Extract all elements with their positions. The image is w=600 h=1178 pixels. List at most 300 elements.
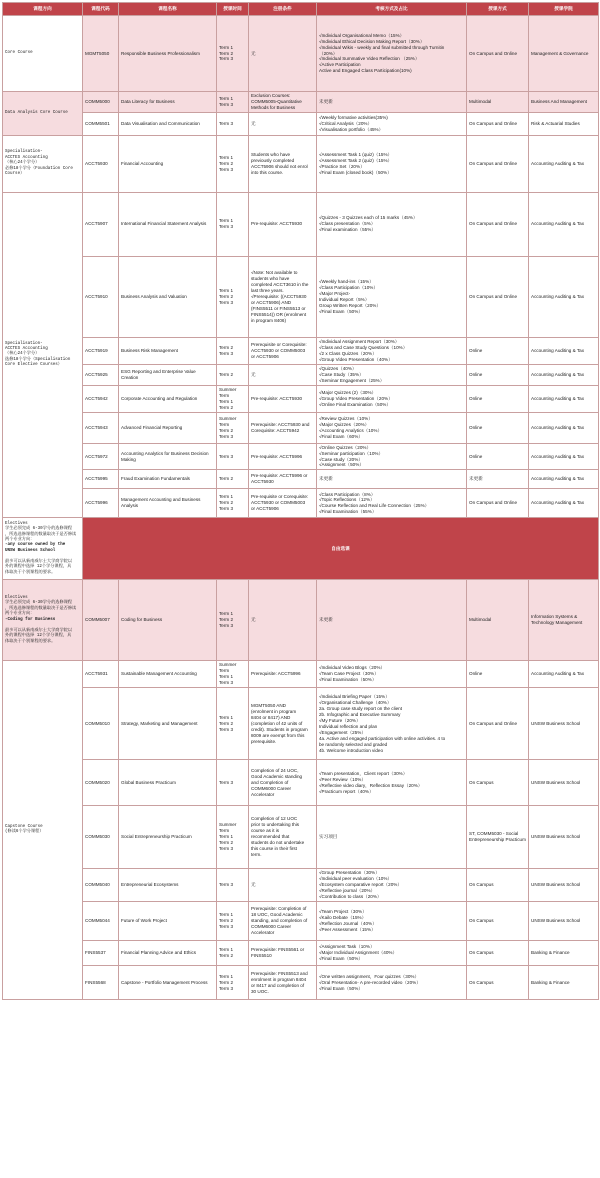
course-assessment-line: √Quizzes - 3 Quizzes each of 15 marks（45%） — [319, 215, 418, 221]
course-condition-line: 30 UOC. — [251, 988, 269, 994]
direction-elective-coding-line: 两个专业方向： — [5, 612, 35, 617]
course-name: Capstone - Portfolio Management Process — [119, 966, 217, 1000]
course-term-line: Term 3 — [219, 623, 234, 629]
course-condition-line: or ACCT5906 — [251, 353, 279, 359]
course-condition-line: 无 — [251, 50, 256, 56]
course-code: COMM5044 — [83, 902, 119, 941]
course-condition-line: or 8417 and completion of — [251, 982, 305, 988]
course-assessment-line: √Class and Case Study Questions（10%） — [319, 344, 408, 350]
table-row — [3, 192, 599, 256]
course-term-line: Term 2 — [219, 404, 234, 410]
course-code: COMM5020 — [83, 760, 119, 806]
course-condition-line: Pre-requisite or Corequisite: — [251, 494, 309, 500]
course-assessment-line: √Individual Ethical Decision Making Report（30%） — [319, 38, 425, 44]
course-assessment — [317, 385, 467, 412]
course-name: International Financial Statement Analysis — [119, 192, 217, 256]
course-term-line: Term 2 — [219, 476, 234, 482]
table-row — [3, 470, 599, 489]
course-school: Accounting Auditing & Tax — [529, 135, 599, 192]
course-term-line: Term 3 — [219, 453, 234, 459]
course-condition-line: Prerequisite: FINS5513 and — [251, 970, 308, 976]
course-term-line: Term 1 — [219, 494, 234, 500]
course-condition-line: (FINS5511 or FINS5513 or — [251, 305, 306, 311]
course-assessment-line: √Assessment Task 1 (quiz)（15%） — [319, 151, 393, 157]
course-condition-line: COMM6000 Career — [251, 924, 292, 930]
course-assessment-line: √My Future（20%） — [319, 717, 361, 723]
course-term — [217, 364, 249, 385]
course-assessment-line: √Practicum report（40%） — [319, 788, 374, 794]
course-assessment-line: √Class presentation（5%） — [319, 221, 376, 227]
course-term-line: Term 3 — [219, 924, 234, 930]
direction-elective-any-line: 外的课程中选择 12个学分课程，具 — [5, 565, 72, 570]
course-condition-line: completed ACCT3610 in the — [251, 281, 309, 287]
course-name: Strategy, Marketing and Management — [119, 688, 217, 760]
course-condition-line: and Completion of — [251, 779, 289, 785]
course-term — [217, 112, 249, 135]
course-code: COMM5030 — [83, 806, 119, 869]
table-row — [3, 412, 599, 443]
course-term-line: Term 1 — [219, 611, 234, 617]
course-condition — [249, 443, 317, 470]
table-row — [3, 580, 599, 661]
course-name: Financial Accounting — [119, 135, 217, 192]
course-term-line: Summer Term — [219, 822, 237, 834]
course-table-container — [2, 2, 598, 1176]
course-school: Accounting Auditing & Tax — [529, 412, 599, 443]
course-term-line: Term 2 — [219, 500, 234, 506]
direction-elective-any-line: 最多可以从新南威尔士大学商学院以 — [5, 559, 73, 564]
course-assessment-line: √Team Project（30%） — [319, 909, 367, 915]
course-assessment-line: √Final Exam（50%） — [319, 985, 363, 991]
course-condition — [249, 580, 317, 661]
direction-elective-any-line: -any course owned by the — [5, 543, 66, 548]
course-assessment-line: √Team presentation，Client report（30%） — [319, 770, 408, 776]
course-school: Information Systems & Technology Management — [529, 580, 599, 661]
course-assessment — [317, 661, 467, 688]
table-row — [3, 869, 599, 902]
course-condition-line: 无 — [251, 617, 256, 623]
course-condition — [249, 385, 317, 412]
course-assessment-line: √Ecosystem comparative report（20%） — [319, 882, 402, 888]
course-assessment-line: √Class Participation（8%） — [319, 491, 376, 497]
table-row — [3, 661, 599, 688]
course-code: ACCT5925 — [83, 364, 119, 385]
course-condition-line: Pre-requisite: ACCT5996 or — [251, 473, 308, 479]
course-condition-line: students do not undertake — [251, 840, 305, 846]
course-assessment-line: √Individual Assignment Report（30%） — [319, 338, 400, 344]
course-assessment-line: Active and Engaged Class Participation(10%) — [319, 68, 412, 74]
direction-elective-any-line: ，所选选修课程的数量取决于是否修读 — [5, 532, 77, 537]
course-name: Advanced Financial Reporting — [119, 412, 217, 443]
course-condition-line: MGMT5050 AND — [251, 702, 286, 708]
course-assessment-line: 2b. Infographic and Executive Summary — [319, 711, 401, 717]
course-assessment-line: √Team Case Project（30%） — [319, 671, 379, 677]
course-school: UNSW Business School — [529, 902, 599, 941]
course-condition — [249, 688, 317, 760]
table-row — [3, 489, 599, 518]
course-school: Accounting Auditing & Tax — [529, 385, 599, 412]
course-assessment-line: √Practice Set（20%） — [319, 163, 365, 169]
course-term-line: Term 3 — [219, 101, 234, 107]
course-assessment — [317, 16, 467, 92]
course-mode: On Campus — [467, 760, 529, 806]
course-condition-line: FINS5514)) OR (enrolment — [251, 311, 307, 317]
direction-capstone — [3, 661, 83, 1000]
table-row — [3, 364, 599, 385]
free-elective-banner: 自由选课 — [83, 518, 599, 580]
course-mode: On Campus — [467, 902, 529, 941]
course-code: ACCT5930 — [83, 135, 119, 192]
course-condition — [249, 16, 317, 92]
course-school: UNSW Business School — [529, 869, 599, 902]
course-assessment-line: Individual reflection and plan — [319, 723, 378, 729]
course-mode: Online — [467, 364, 529, 385]
course-assessment-line: √Assignment Task（10%） — [319, 944, 375, 950]
course-assessment — [317, 135, 467, 192]
course-term-line: Term 1 — [219, 973, 234, 979]
course-assessment-line: √Individual Organisational Memo（15%） — [319, 32, 405, 38]
course-condition — [249, 806, 317, 869]
course-condition-line: Completion of 24 UOC, — [251, 767, 299, 773]
course-assessment-line: √Contribution to class（20%） — [319, 894, 382, 900]
course-term-line: Term 1 — [219, 95, 234, 101]
course-term — [217, 135, 249, 192]
course-school: Management & Governance — [529, 16, 599, 92]
table-row — [3, 256, 599, 337]
course-school: Business And Management — [529, 92, 599, 113]
direction-elective-coding-line: ，所选选修课程的数量取决于是否修读 — [5, 606, 77, 611]
course-code: COMM5040 — [83, 869, 119, 902]
course-school: UNSW Business School — [529, 760, 599, 806]
course-term-line: Term 3 — [219, 350, 234, 356]
course-condition-line: Prerequisite: FINS5561 or — [251, 947, 305, 953]
course-condition-line: COMM6000 Career — [251, 785, 292, 791]
course-table-body — [3, 16, 599, 1000]
course-assessment-line: √Reflection Journal（40%） — [319, 921, 377, 927]
course-assessment-line: √Case Study（35%） — [319, 371, 364, 377]
direction-data-analysis-line: Data Analysis Core Course — [5, 110, 68, 115]
course-condition-line: Exclusion Courses: — [251, 93, 291, 98]
course-condition-line: Pre-requisite: ACCT5930 — [251, 395, 303, 401]
course-condition-line: 8009 are exempt from this — [251, 732, 305, 738]
course-condition — [249, 661, 317, 688]
course-term — [217, 16, 249, 92]
course-mode: Multimodal — [467, 580, 529, 661]
course-term-line: Term 1 — [219, 218, 234, 224]
direction-spec-core-line: Course） — [5, 172, 25, 177]
course-condition — [249, 92, 317, 113]
course-term-line: Term 2 — [219, 344, 234, 350]
course-assessment-line: √Major Individual Assignment（40%） — [319, 950, 398, 956]
course-condition — [249, 412, 317, 443]
course-condition-line: √Note: Not available to — [251, 270, 298, 276]
course-assessment-line: 实习项目 — [319, 834, 338, 840]
course-assessment-line: √Online Quizzes（20%） — [319, 444, 372, 450]
course-code: COMM5010 — [83, 688, 119, 760]
course-assessment-line: √Quizzes（40%） — [319, 365, 357, 371]
course-name: ESG Reporting and Enterprise Value Creation — [119, 364, 217, 385]
course-term — [217, 902, 249, 941]
course-name: Future of Work Project — [119, 902, 217, 941]
course-term — [217, 385, 249, 412]
direction-spec-elective-line: Specialisation- — [5, 341, 43, 346]
course-condition-line: Accelerator — [251, 930, 275, 936]
course-assessment-line: √Weekly hand-ins（15%） — [319, 279, 374, 284]
course-condition-line: recommended that — [251, 834, 290, 840]
course-condition — [249, 192, 317, 256]
direction-spec-elective-line: Core Elective Courses） — [5, 363, 62, 368]
course-assessment — [317, 337, 467, 364]
course-condition — [249, 902, 317, 941]
course-code: MGMT5050 — [83, 16, 119, 92]
course-assessment-line: √Critical Analysis（20%） — [319, 120, 373, 126]
course-term-line: Term 3 — [219, 120, 234, 126]
course-condition-line: or ACCT5906) AND — [251, 299, 292, 305]
course-assessment-line: √Reflective video diary，Reflection Essay（20%） — [319, 782, 423, 788]
course-condition-line: √Prerequisite: ((ACCT5930 — [251, 293, 307, 299]
course-term — [217, 489, 249, 518]
course-condition-line: standing, and completion of — [251, 918, 308, 924]
course-assessment-line: （20%） — [319, 50, 338, 56]
course-term-line: Term 2 — [219, 918, 234, 924]
course-assessment — [317, 966, 467, 1000]
course-school: Accounting Auditing & Tax — [529, 661, 599, 688]
course-code: ACCT5972 — [83, 443, 119, 470]
course-assessment-line: √Accounting Analytics（10%） — [319, 427, 383, 433]
course-school: Accounting Auditing & Tax — [529, 443, 599, 470]
course-condition — [249, 760, 317, 806]
course-condition-line: (completion of 42 units of — [251, 720, 303, 726]
table-row — [3, 337, 599, 364]
course-school: Accounting Auditing & Tax — [529, 470, 599, 489]
course-assessment-line: √Individual Briefing Paper（15%） — [319, 693, 390, 699]
direction-spec-core-line: 必修18个学分（Foundation Core — [5, 166, 73, 171]
course-condition-line: Good Academic standing — [251, 773, 303, 779]
course-condition — [249, 470, 317, 489]
direction-core — [3, 16, 83, 92]
course-condition-line: enrolment in program 8404 — [251, 976, 307, 982]
direction-elective-coding-line: Electives — [5, 595, 28, 600]
course-term-line: Term 3 — [219, 726, 234, 732]
course-condition-line: Prerequisite or Corequisite: — [251, 341, 307, 347]
course-assessment-line: √Group Presentation（30%） — [319, 870, 380, 876]
course-name: Accounting Analytics for Business Decision Making — [119, 443, 217, 470]
course-assessment — [317, 470, 467, 489]
course-condition-line: ACCT5906 should not enrol — [251, 163, 308, 169]
course-mode: On Campus and Online — [467, 135, 529, 192]
course-mode: On Campus and Online — [467, 256, 529, 337]
course-condition-line: COMM5005-Quantitative — [251, 98, 302, 104]
course-assessment-line: √Visualisation portfolio（45%） — [319, 126, 384, 132]
course-condition-line: Prerequisite: ACCT5930 and — [251, 421, 310, 427]
course-condition — [249, 364, 317, 385]
direction-spec-elective — [3, 192, 83, 518]
course-condition-line: Pre-requisite: ACCT5930 — [251, 221, 303, 227]
course-term — [217, 192, 249, 256]
table-row — [3, 902, 599, 941]
course-assessment-line: √Active Participation — [319, 62, 361, 68]
course-term-line: Term 3 — [219, 166, 234, 172]
course-condition — [249, 966, 317, 1000]
course-term-line: Summer Term — [219, 386, 237, 398]
header-mode: 授课方式 — [467, 3, 529, 16]
direction-elective-coding-line: -Coding for Business — [5, 617, 56, 622]
header-direction: 课程方向 — [3, 3, 83, 16]
course-mode: Online — [467, 412, 529, 443]
course-assessment-line: √Review Quizzes（10%） — [319, 415, 373, 421]
course-term-line: Term 1 — [219, 674, 234, 680]
course-assessment-line: √Seminar Engagement（25%） — [319, 377, 385, 383]
course-condition-line: this course in their first — [251, 846, 297, 852]
course-assessment-line: √Oral Presentation- A pre-recorded video（20%） — [319, 979, 421, 985]
course-code: COMM5007 — [83, 580, 119, 661]
course-school: UNSW Business School — [529, 688, 599, 760]
course-assessment-line: 2a. Group case study report on the client — [319, 705, 402, 711]
course-name: Global Business Practicum — [119, 760, 217, 806]
course-name: Responsible Business Professionalism — [119, 16, 217, 92]
table-row — [3, 112, 599, 135]
course-mode: On Campus and Online — [467, 489, 529, 518]
course-term-line: Term 2 — [219, 953, 234, 959]
course-name: Data Literacy for Business — [119, 92, 217, 113]
direction-elective-coding-line: 外的课程中选择 12个学分课程，具 — [5, 634, 72, 639]
course-name: Entrepreneurial Ecosystems — [119, 869, 217, 902]
course-assessment-line: √Seminar participation（10%） — [319, 450, 384, 456]
course-assessment-line: √Individual Summative Video Reflection （25%） — [319, 56, 420, 62]
course-code: FINS5568 — [83, 966, 119, 1000]
course-assessment-line: √Organisational Challenge（40%） — [319, 699, 392, 705]
course-term — [217, 966, 249, 1000]
course-assessment-line: √Individual Wikis - weekly and final submitted through Turnitin — [319, 44, 445, 50]
course-term-line: Term 1 — [219, 714, 234, 720]
header-school: 授课学院 — [529, 3, 599, 16]
course-term-line: Term 3 — [219, 433, 234, 439]
course-assessment-line: √Assignment（50%） — [319, 462, 364, 468]
course-mode: On Campus — [467, 869, 529, 902]
course-assessment — [317, 902, 467, 941]
course-condition-line: 8404 or 8417) AND — [251, 714, 291, 720]
header-condition: 注册条件 — [249, 3, 317, 16]
course-mode: Online — [467, 337, 529, 364]
course-condition-line: Prerequisite: Completion of — [251, 906, 307, 912]
course-term — [217, 92, 249, 113]
course-term-line: Term 3 — [219, 506, 234, 512]
course-mode: 未更新 — [467, 470, 529, 489]
course-condition-line: or ACCT5906 — [251, 506, 279, 512]
course-condition-line: prerequisite. — [251, 738, 277, 744]
direction-spec-elective-line: （核心24个学分） — [5, 352, 40, 357]
direction-elective-any — [3, 518, 83, 580]
course-code: FINS5537 — [83, 941, 119, 966]
direction-elective-any-line: Electives — [5, 521, 28, 526]
course-condition-line: ACCT5930 — [251, 479, 274, 485]
course-code: COMM5501 — [83, 112, 119, 135]
course-assessment — [317, 489, 467, 518]
course-term-line: Term 1 — [219, 44, 234, 50]
header-assessment: 考核方式及占比 — [317, 3, 467, 16]
course-term — [217, 869, 249, 902]
direction-spec-core-line: ACCTES Accounting — [5, 155, 48, 160]
course-assessment-line: √One written assignment，Four quizzes（30%） — [319, 973, 420, 979]
course-term-line: Term 3 — [219, 56, 234, 62]
course-condition — [249, 489, 317, 518]
course-school: Accounting Auditing & Tax — [529, 364, 599, 385]
course-term-line: Term 1 — [219, 398, 234, 404]
table-row — [3, 941, 599, 966]
course-assessment-line: √Final Exam（50%） — [319, 308, 363, 314]
course-name: Financial Planning Advice and Ethics — [119, 941, 217, 966]
direction-elective-coding-line: 体取决于个别课程的要求。 — [5, 639, 56, 644]
direction-elective-any-line: 学生必须完成 6-30学分的选修课程 — [5, 527, 73, 532]
course-condition — [249, 941, 317, 966]
course-name: Sustainable Management Accounting — [119, 661, 217, 688]
course-assessment-line: √Course Reflection and Real Life Connection（25%） — [319, 503, 430, 509]
course-condition — [249, 135, 317, 192]
course-condition-line: course as it is — [251, 828, 280, 834]
course-mode: On Campus — [467, 966, 529, 1000]
course-assessment-line: √Final Examination（55%） — [319, 509, 377, 515]
course-condition-line: into this course. — [251, 169, 284, 175]
course-assessment-line: 未更新 — [319, 476, 333, 482]
course-condition — [249, 112, 317, 135]
course-term-line: Term 1 — [219, 834, 234, 840]
course-assessment — [317, 364, 467, 385]
course-assessment — [317, 688, 467, 760]
course-condition-line: Students who have — [251, 151, 291, 157]
course-school: Banking & Finance — [529, 966, 599, 1000]
course-school: Risk & Actuarial Studies — [529, 112, 599, 135]
course-assessment — [317, 256, 467, 337]
course-condition-line: Completion of 12 UOC — [251, 816, 298, 822]
course-term-line: Term 3 — [219, 299, 234, 305]
course-term-line: Term 3 — [219, 224, 234, 230]
course-school: Accounting Auditing & Tax — [529, 192, 599, 256]
course-school: Accounting Auditing & Tax — [529, 337, 599, 364]
course-term — [217, 806, 249, 869]
course-term-line: Term 2 — [219, 427, 234, 433]
course-term-line: Term 2 — [219, 720, 234, 726]
course-term-line: Summer Term — [219, 415, 237, 427]
course-term — [217, 661, 249, 688]
header-term: 授课时间 — [217, 3, 249, 16]
course-condition — [249, 256, 317, 337]
course-term — [217, 470, 249, 489]
course-term — [217, 256, 249, 337]
course-term — [217, 688, 249, 760]
direction-core-line: Core Course — [5, 50, 33, 55]
course-name: Corporate Accounting and Regulation — [119, 385, 217, 412]
course-condition-line: ACCT5930 or COMM5003 — [251, 347, 306, 353]
course-assessment-line: √Peer Review（10%） — [319, 776, 366, 782]
course-term-line: Term 2 — [219, 50, 234, 56]
course-term-line: Term 2 — [219, 840, 234, 846]
course-code: ACCT5943 — [83, 412, 119, 443]
course-name: Fraud Examination Fundamentals — [119, 470, 217, 489]
table-row — [3, 135, 599, 192]
course-code: ACCT5931 — [83, 661, 119, 688]
course-school: UNSW Business School — [529, 806, 599, 869]
course-assessment-line: √Major Quizzes (2)（30%） — [319, 389, 377, 395]
course-assessment-line: √Final Exam (closed book)（50%） — [319, 169, 392, 175]
course-assessment-line: √Individual Video Blogs（20%） — [319, 665, 386, 671]
course-mode: On Campus and Online — [467, 16, 529, 92]
course-term-line: Term 3 — [219, 779, 234, 785]
table-row — [3, 966, 599, 1000]
course-name: Business Analysis and Valuation — [119, 256, 217, 337]
table-row — [3, 16, 599, 92]
course-assessment-line: √Peer Assessment（15%） — [319, 927, 376, 933]
course-mode: On Campus and Online — [467, 112, 529, 135]
